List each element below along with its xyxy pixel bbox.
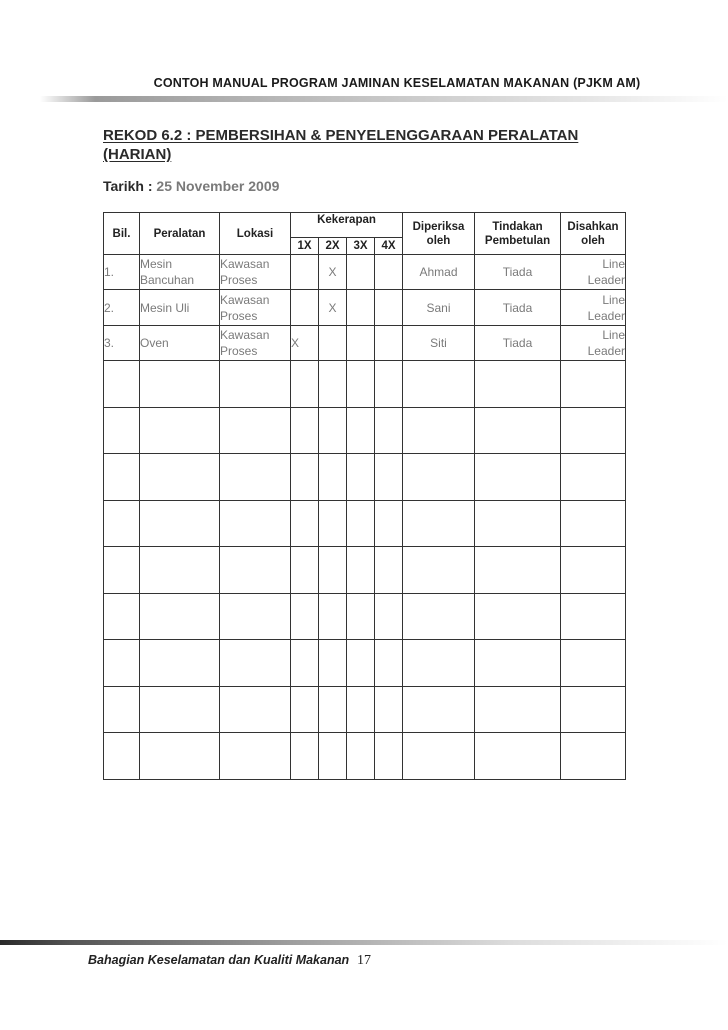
header-peralatan: Peralatan [140, 213, 220, 255]
cell-lokasi-line-1: Kawasan [220, 292, 270, 307]
table-row [104, 325, 626, 360]
empty-row [104, 547, 626, 594]
cell-bil: 1. [104, 255, 140, 290]
empty-cell [319, 593, 347, 640]
empty-cell [561, 500, 626, 547]
empty-rows [104, 361, 626, 780]
cell-freq-1x [291, 290, 319, 325]
cell-freq-2x: X [319, 255, 347, 290]
empty-cell [104, 733, 140, 780]
cell-disahkan-line-1: Line [602, 327, 625, 342]
empty-cell [375, 361, 403, 408]
empty-cell [561, 686, 626, 733]
empty-cell [475, 361, 561, 408]
empty-cell [403, 593, 475, 640]
header-disahkan-line-2: oleh [581, 234, 605, 247]
empty-row [104, 454, 626, 501]
cell-peralatan-line-2: Bancuhan [140, 273, 195, 288]
empty-cell [291, 593, 319, 640]
empty-cell [220, 407, 291, 454]
cell-freq-3x [347, 255, 375, 290]
empty-cell [291, 547, 319, 594]
header-tindakan-line-1: Tindakan [492, 220, 543, 233]
empty-cell [375, 733, 403, 780]
cell-disahkan [561, 325, 626, 360]
empty-cell [104, 407, 140, 454]
empty-cell [375, 500, 403, 547]
empty-cell [104, 593, 140, 640]
record-table [103, 212, 626, 780]
cell-freq-3x [347, 290, 375, 325]
empty-cell [403, 454, 475, 501]
header-disahkan-line-1: Disahkan [567, 220, 619, 233]
empty-cell [291, 407, 319, 454]
cell-tindakan: Tiada [475, 255, 561, 290]
table-row [104, 290, 626, 325]
empty-cell [140, 733, 220, 780]
page-number: 17 [357, 953, 371, 968]
cell-disahkan-line-2: Leader [587, 343, 625, 358]
empty-row [104, 593, 626, 640]
cell-freq-1x: X [291, 325, 319, 360]
cell-diperiksa: Siti [403, 325, 475, 360]
empty-cell [561, 640, 626, 687]
empty-cell [140, 593, 220, 640]
header-lokasi: Lokasi [220, 213, 291, 255]
empty-cell [475, 593, 561, 640]
table-row [104, 255, 626, 290]
empty-cell [291, 361, 319, 408]
footer-text: Bahagian Keselamatan dan Kualiti Makanan [88, 953, 350, 967]
cell-lokasi-line-2: Proses [220, 308, 258, 323]
empty-cell [220, 593, 291, 640]
empty-cell [561, 454, 626, 501]
empty-cell [347, 686, 375, 733]
cell-lokasi-line-1: Kawasan [220, 257, 270, 272]
cell-disahkan-line-1: Line [602, 257, 625, 272]
empty-cell [104, 547, 140, 594]
empty-cell [375, 686, 403, 733]
empty-cell [475, 407, 561, 454]
empty-cell [375, 454, 403, 501]
empty-cell [220, 454, 291, 501]
header-diperiksa-line-1: Diperiksa [412, 220, 465, 233]
cell-freq-1x [291, 255, 319, 290]
date-label: Tarikh : [103, 178, 153, 194]
header-kekerapan: Kekerapan [291, 213, 403, 238]
empty-cell [403, 500, 475, 547]
cell-lokasi [220, 325, 291, 360]
empty-cell [220, 361, 291, 408]
cell-bil: 3. [104, 325, 140, 360]
empty-cell [220, 640, 291, 687]
record-title-line-1: REKOD 6.2 : PEMBERSIHAN & PENYELENGGARAAN PERALATAN [103, 127, 579, 144]
header-freq-2x: 2X [319, 238, 347, 255]
empty-cell [403, 361, 475, 408]
cell-peralatan-line-1: Oven [140, 335, 169, 350]
empty-row [104, 361, 626, 408]
cell-disahkan [561, 290, 626, 325]
empty-cell [475, 733, 561, 780]
empty-cell [319, 547, 347, 594]
cell-peralatan [140, 290, 220, 325]
empty-cell [561, 361, 626, 408]
empty-cell [140, 361, 220, 408]
empty-cell [140, 500, 220, 547]
cell-peralatan-line-1: Mesin [140, 257, 173, 272]
header-diperiksa-line-2: oleh [426, 234, 451, 247]
cell-disahkan-line-1: Line [602, 292, 625, 307]
header-disahkan [561, 213, 626, 255]
cell-lokasi [220, 290, 291, 325]
header-diperiksa [403, 213, 475, 255]
empty-cell [403, 547, 475, 594]
empty-cell [220, 500, 291, 547]
running-header: CONTOH MANUAL PROGRAM JAMINAN KESELAMATAN MAKANAN (PJKM AM) [153, 76, 641, 90]
cell-peralatan-line-1: Mesin Uli [140, 300, 190, 315]
empty-cell [104, 640, 140, 687]
empty-row [104, 500, 626, 547]
empty-cell [347, 500, 375, 547]
cell-tindakan: Tiada [475, 325, 561, 360]
empty-cell [140, 640, 220, 687]
empty-cell [104, 361, 140, 408]
empty-cell [104, 454, 140, 501]
empty-cell [475, 640, 561, 687]
record-title-line-2: (HARIAN) [103, 146, 172, 163]
empty-cell [104, 500, 140, 547]
empty-cell [347, 407, 375, 454]
empty-cell [347, 547, 375, 594]
cell-freq-3x [347, 325, 375, 360]
empty-cell [403, 733, 475, 780]
cell-freq-2x [319, 325, 347, 360]
empty-cell [140, 686, 220, 733]
header-freq-4x: 4X [375, 238, 403, 255]
empty-cell [319, 733, 347, 780]
empty-cell [319, 640, 347, 687]
empty-cell [140, 547, 220, 594]
cell-lokasi-line-2: Proses [220, 273, 258, 288]
header-freq-3x: 3X [347, 238, 375, 255]
empty-cell [319, 500, 347, 547]
header-rule [40, 96, 728, 102]
header-tindakan [475, 213, 561, 255]
empty-cell [291, 500, 319, 547]
empty-cell [291, 454, 319, 501]
empty-cell [104, 686, 140, 733]
empty-row [104, 640, 626, 687]
empty-row [104, 686, 626, 733]
record-title [103, 126, 578, 164]
date-line [103, 178, 279, 194]
empty-cell [319, 361, 347, 408]
cell-peralatan [140, 255, 220, 290]
empty-cell [220, 733, 291, 780]
empty-cell [347, 593, 375, 640]
empty-cell [347, 361, 375, 408]
cell-diperiksa: Ahmad [403, 255, 475, 290]
empty-cell [561, 733, 626, 780]
empty-cell [475, 547, 561, 594]
empty-cell [561, 593, 626, 640]
empty-cell [403, 686, 475, 733]
cell-freq-4x [375, 255, 403, 290]
empty-cell [475, 500, 561, 547]
cell-lokasi-line-2: Proses [220, 343, 258, 358]
cell-freq-2x: X [319, 290, 347, 325]
empty-cell [291, 733, 319, 780]
empty-cell [375, 640, 403, 687]
header-freq-1x: 1X [291, 238, 319, 255]
empty-cell [291, 640, 319, 687]
empty-cell [319, 686, 347, 733]
empty-cell [291, 686, 319, 733]
footer-rule [0, 940, 728, 945]
empty-cell [347, 733, 375, 780]
empty-cell [475, 454, 561, 501]
cell-freq-4x [375, 325, 403, 360]
cell-lokasi [220, 255, 291, 290]
cell-bil: 2. [104, 290, 140, 325]
cell-peralatan [140, 325, 220, 360]
date-value: 25 November 2009 [156, 178, 280, 194]
empty-row [104, 407, 626, 454]
cell-disahkan [561, 255, 626, 290]
empty-cell [220, 547, 291, 594]
cell-freq-4x [375, 290, 403, 325]
cell-lokasi-line-1: Kawasan [220, 327, 270, 342]
empty-cell [375, 407, 403, 454]
empty-cell [375, 547, 403, 594]
header-bil: Bil. [104, 213, 140, 255]
empty-cell [220, 686, 291, 733]
cell-diperiksa: Sani [403, 290, 475, 325]
empty-cell [403, 407, 475, 454]
empty-cell [561, 407, 626, 454]
empty-cell [140, 407, 220, 454]
empty-cell [475, 686, 561, 733]
empty-cell [319, 454, 347, 501]
empty-cell [319, 407, 347, 454]
header-tindakan-line-2: Pembetulan [484, 234, 551, 247]
empty-row [104, 733, 626, 780]
empty-cell [561, 547, 626, 594]
empty-cell [403, 640, 475, 687]
cell-disahkan-line-2: Leader [587, 308, 625, 323]
empty-cell [347, 640, 375, 687]
cell-tindakan: Tiada [475, 290, 561, 325]
empty-cell [140, 454, 220, 501]
cell-disahkan-line-2: Leader [587, 273, 625, 288]
empty-cell [375, 593, 403, 640]
empty-cell [347, 454, 375, 501]
